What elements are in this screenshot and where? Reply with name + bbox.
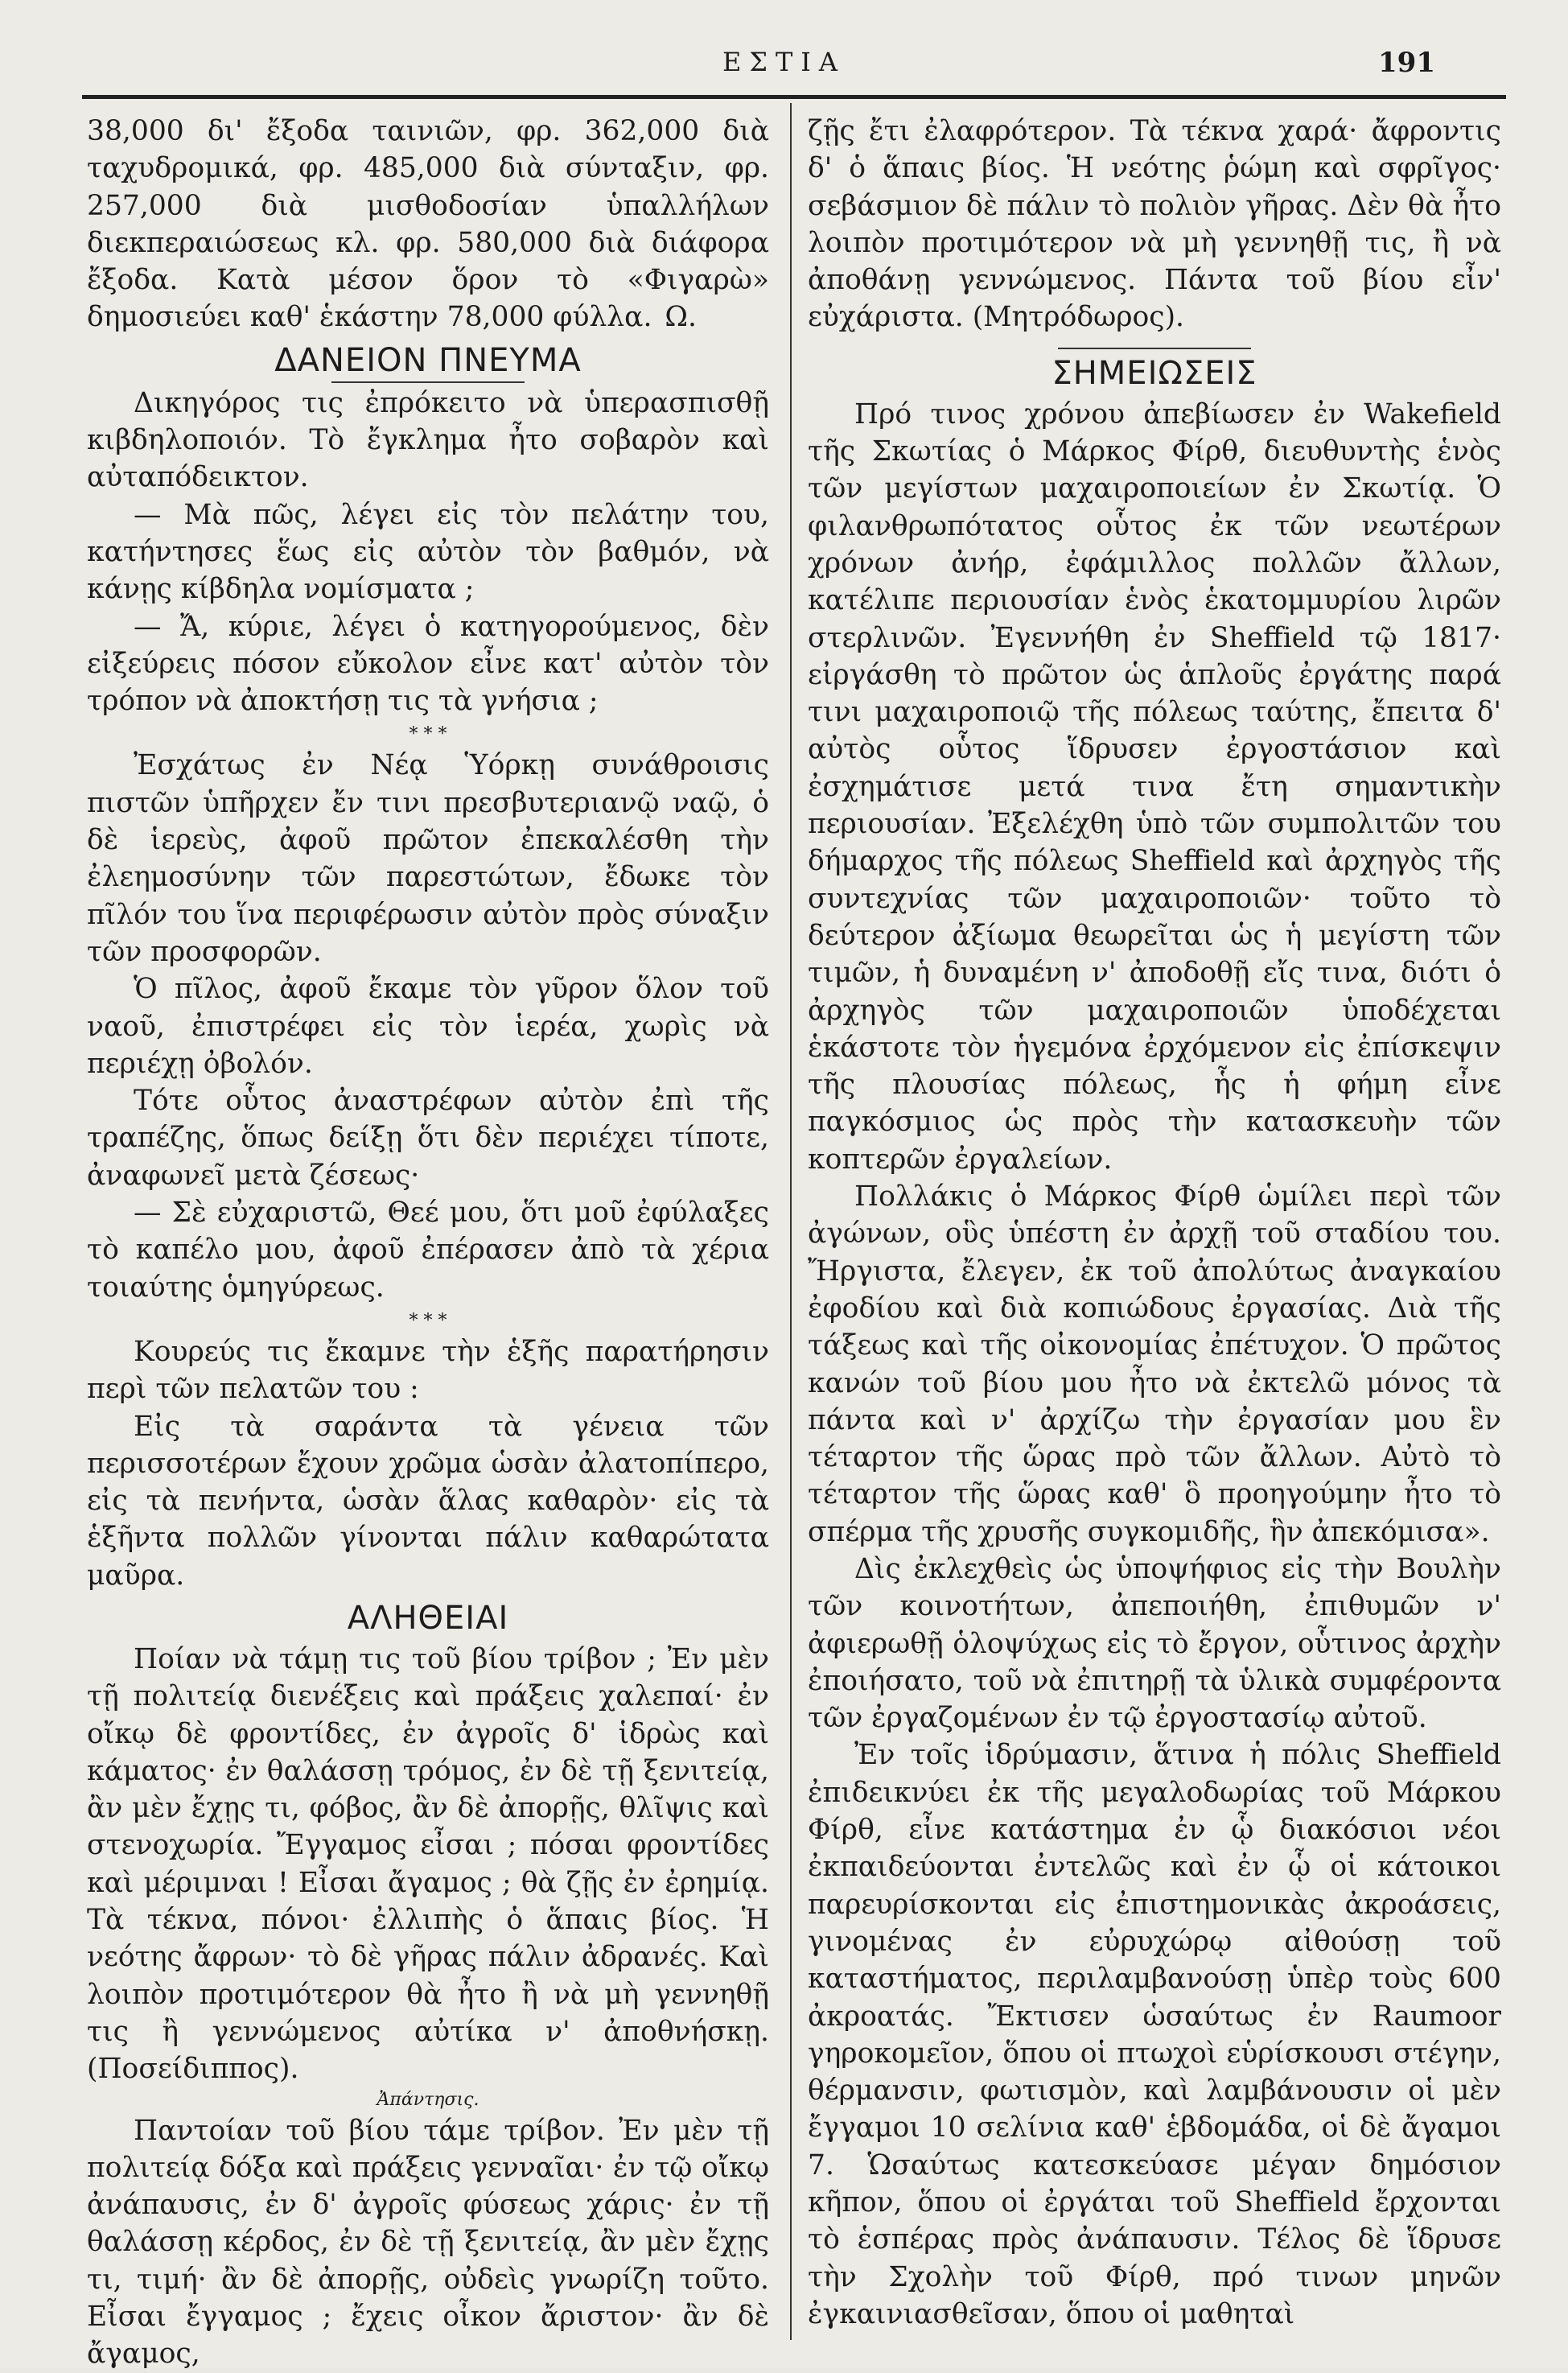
article-continuation-text — [87, 113, 769, 336]
asterisk-separator: * * * — [409, 1310, 447, 1331]
asterisk-separator: * * * — [409, 724, 447, 745]
anecdote-paragraph: Ὁ πῖλος, ἀφοῦ ἔκαμε τὸν γῦρον ὅλον τοῦ ναοῦ, ἐπιστρέφει εἰς τὸν ἱερέα, χωρὶς νὰ περιέχῃ ὀβολόν. — [87, 973, 769, 1080]
anecdote-paragraph: Εἰς τὰ σαράντα τὰ γένεια τῶν περισσοτέρων ἔχουν χρῶμα ὡσὰν ἀλατοπίπερο, εἰς τὰ πενήντα, ὡσὰν ἅλας καθαρὸν· εἰς τὰ ἑξῆντα πολλῶν γίνονται πάλιν καθαρώτατα μαῦρα. — [87, 1410, 769, 1592]
answer-label: Ἀπάντησις. — [377, 2089, 479, 2110]
quote-continuation: ζῇς ἔτι ἐλαφρότερον. Τὰ τέκνα χαρά· ἄφροντις δ' ὁ ἅπαις βίος. Ἡ νεότης ῥώμη καὶ σφρῖγος· σεβάσμιον δὲ πάλιν τὸ πολιὸν γῆρας. Δὲν θὰ ἦτο λοιπὸν προτιμότερον νὰ μὴ γεννηθῇ τις, ἢ νὰ ἀποθάνῃ γεννώμενος. Πάντα τοῦ βίου εἶν' εὐχάριστα. (Μητρόδωρος). — [808, 115, 1501, 334]
anecdote-paragraph: Ἐσχάτως ἐν Νέᾳ Ὑόρκῃ συνάθροισις πιστῶν ὑπῆρχεν ἔν τινι πρεσβυτεριανῷ ναῷ, ὁ δὲ ἱερεὺς, ἀφοῦ πρῶτον ἐπεκαλέσθη τὴν ἐλεημοσύνην τῶν παρεστώτων, ἔδωκε τὸν πῖλόν του ἵνα περιφέρωσιν αὐτὸν πρὸς σύναξιν τῶν προσφορῶν. — [87, 749, 769, 968]
right-column — [808, 113, 1501, 2333]
dialogue-line: — Ἄ, κύριε, λέγει ὁ κατηγορούμενος, δὲν εἰξεύρεις πόσον εὔκολον εἶνε κατ' αὐτὸν τὸν τρόπον νὰ ἀποκτήσῃ τις τὰ γνήσια ; — [87, 610, 769, 718]
anecdote-paragraph: Κουρεύς τις ἔκαμνε τὴν ἑξῆς παρατήρησιν περὶ τῶν πελατῶν του : — [87, 1335, 769, 1406]
page-number: 191 — [1378, 47, 1435, 79]
anecdote-paragraph: Δικηγόρος τις ἐπρόκειτο νὰ ὑπερασπισθῇ κιβδηλοποιόν. Τὸ ἔγκλημα ἦτο σοβαρὸν καὶ αὐταπόδεικτον. — [87, 386, 769, 494]
column-divider — [790, 103, 792, 2340]
quote-paragraph: Παντοίαν τοῦ βίου τάμε τρίβον. Ἐν μὲν τῇ πολιτείᾳ δόξα καὶ πράξεις γενναῖαι· ἐν τῷ οἴκῳ ἀνάπαυσις, ἐν δ' ἀγροῖς φύσεως χάρις· ἐν τῇ θαλάσσῃ κέρδος, ἐν δὲ τῇ ξενιτείᾳ, ἂν μὲν ἔχῃς τι, τιμή· ἂν δὲ ἀπορῇς, οὐδεὶς γνωρίζη τοῦτο. Εἶσαι ἔγγαμος ; ἔχεις οἶκον ἄριστον· ἂν δὲ ἄγαμος, — [87, 2114, 769, 2371]
quote-paragraph: Ποίαν νὰ τάμῃ τις τοῦ βίου τρίβον ; Ἐν μὲν τῇ πολιτείᾳ διενέξεις καὶ πράξεις χαλεπαί· ἐν οἴκῳ δὲ φροντίδες, ἐν ἀγροῖς δ' ἱδρὼς καὶ κάματος· ἐν θαλάσσῃ τρόμος, ἐν δὲ τῇ ξενιτείᾳ, ἂν μὲν ἔχῃς τι, φόβος, ἂν δὲ ἀπορῇς, θλῖψις καὶ στενοχωρία. Ἔγγαμος εἶσαι ; πόσαι φροντίδες καὶ μέριμναι ! Εἶσαι ἄγαμος ; θὰ ζῇς ἐν ἐρημίᾳ. Τὰ τέκνα, πόνοι· ἐλλιπὴς ὁ ἅπαις βίος. Ἡ νεότης ἄφρων· τὸ δὲ γῆρας πάλιν ἀδρανές. Καὶ λοιπὸν προτιμότερον θὰ ἦτο ἢ νὰ μὴ γεννηθῇ τις ἢ γεννώμενος αὐτίκα ν' ἀποθνήσκῃ. (Ποσείδιππος). — [87, 1642, 769, 2086]
notes-paragraph: Δὶς ἐκλεχθεὶς ὡς ὑποψήφιος εἰς τὴν Βουλὴν τῶν κοινοτήτων, ἀπεποιήθη, ἐπιθυμῶν ν' ἀφιερωθῇ ὁλοψύχως εἰς τὸ ἔργον, οὗτινος ἀρχὴν ἐποιήσατο, τοῦ νὰ ἐπιτηρῇ τὰ ὑλικὰ συμφέροντα τῶν ἐργαζομένων ἐν τῷ ἐργοστασίῳ αὐτοῦ. — [808, 1552, 1501, 1735]
dialogue-line: — Σὲ εὐχαριστῶ, Θεέ μου, ὅτι μοῦ ἐφύλαξες τὸ καπέλο μου, ἀφοῦ ἐπέρασεν ἀπὸ τὰ χέρια τοιαύτης ὁμηγύρεως. — [87, 1197, 769, 1304]
anecdote-paragraph: Τότε οὗτος ἀναστρέφων αὐτὸν ἐπὶ τῆς τραπέζης, ὅπως δείξῃ ὅτι δὲν περιέχει τίποτε, ἀναφωνεῖ μετὰ ζέσεως· — [87, 1085, 769, 1192]
section-heading-daneion-pneuma: ΔΑΝΕΙΟΝ ΠΝΕΥΜΑ — [274, 341, 582, 379]
author-signature: Ω. — [665, 301, 697, 334]
notes-paragraph: Ἐν τοῖς ἱδρύμασιν, ἅτινα ἡ πόλις Sheffield ἐπιδεικνύει ἐκ τῆς μεγαλοδωρίας τοῦ Μάρκου Φίρθ, εἶνε κατάστημα ἐν ᾧ διακόσιοι νέοι ἐκπαιδεύονται ἐντελῶς καὶ ἐν ᾧ οἱ κάτοικοι παρευρίσκονται εἰς ἐπιστημονικὰς ἀκροάσεις, γινομένας ἐν εὐρυχώρῳ αἰθούσῃ τοῦ καταστήματος, περιλαμβανούσῃ ὑπὲρ τοὺς 600 ἀκροατάς. Ἔκτισεν ὡσαύτως ἐν Raumoor γηροκομεῖον, ὅπου οἱ πτωχοὶ εὑρίσκουσι στέγην, θέρμανσιν, φωτισμὸν, καὶ λαμβάνουσιν οἱ μὲν ἔγγαμοι 10 σελίνια καθ' ἑβδομάδα, οἱ δὲ ἄγαμοι 7. Ὡσαύτως κατεσκεύασε μέγαν δημόσιον κῆπον, ὅπου οἱ ἐργάται τοῦ Sheffield ἔρχονται τὸ ἑσπέρας πρὸς ἀνάπαυσιν. Τέλος δὲ ἵδρυσε τὴν Σχολὴν τοῦ Φίρθ, πρό τινων μηνῶν ἐγκαινιασθεῖσαν, ὅπου οἱ μαθηταὶ — [808, 1739, 1501, 2330]
header-rule — [82, 95, 1506, 99]
section-heading-semeioseis: ΣΗΜΕΙΩΣΕΙΣ — [1052, 354, 1257, 392]
newspaper-title: ΕΣΤΙΑ — [722, 47, 846, 77]
notes-paragraph: Πρό τινος χρόνου ἀπεβίωσεν ἐν Wakefield τῆς Σκωτίας ὁ Μάρκος Φίρθ, διευθυντὴς ἑνὸς τῶν μεγίστων μαχαιροποιείων ἐν Σκωτίᾳ. Ὁ φιλανθρωπότατος οὗτος ἐκ τῶν νεωτέρων χρόνων ἀνήρ, ἐφάμιλλος πολλῶν ἄλλων, κατέλιπε περιουσίαν ἑνὸς ἑκατομμυρίου λιρῶν στερλινῶν. Ἐγεννήθη ἐν Sheffield τῷ 1817· εἰργάσθη τὸ πρῶτον ὡς ἁπλοῦς ἐργάτης παρά τινι μαχαιροποιῷ τῆς πόλεως ταύτης, ἔπειτα δ' αὐτὸς οὗτος ἵδρυσεν ἐργοστάσιον καὶ ἐσχημάτισε μετά τινα ἔτη σημαντικὴν περιουσίαν. Ἐξελέχθη ὑπὸ τῶν συμπολιτῶν του δήμαρχος τῆς πόλεως Sheffield καὶ ἀρχηγὸς τῆς συντεχνίας τῶν μαχαιροποιῶν· τοῦτο τὸ δεύτερον ἀξίωμα θεωρεῖται ὡς ἡ μεγίστη τῶν τιμῶν, ἡ δυναμένη ν' ἀποδοθῇ εἴς τινα, διότι ὁ ἀρχηγὸς τῶν μαχαιροποιῶν ὑποδέχεται ἑκάστοτε τὸν ἡγεμόνα ἐρχόμενον εἰς ἐπίσκεψιν τῆς πλουσίας πόλεως, ἧς ἡ φήμη εἶνε παγκόσμιος ὡς πρὸς τὴν κατασκευὴν τῶν κοπτερῶν ἐργαλείων. — [808, 398, 1501, 1176]
continuation-paragraph: 38,000 δι' ἔξοδα ταινιῶν, φρ. 362,000 διὰ ταχυδρομικά, φρ. 485,000 διὰ σύνταξιν, φρ. 257,000 διὰ μισθοδοσίαν ὑπαλλήλων διεκπεραιώσεως κλ. φρ. 580,000 διὰ διάφορα ἔξοδα. Κατὰ μέσον ὅρον τὸ «Φιγαρὼ» δημοσιεύει καθ' ἑκάστην 78,000 φύλλα. — [87, 115, 769, 334]
section-heading-aletheiai: ΑΛΗΘΕΙΑΙ — [347, 1599, 509, 1637]
heading-rule — [331, 381, 525, 383]
left-column — [87, 113, 769, 2373]
notes-paragraph: Πολλάκις ὁ Μάρκος Φίρθ ὡμίλει περὶ τῶν ἀγώνων, οὓς ὑπέστη ἐν ἀρχῇ τοῦ σταδίου του. Ἤργιστα, ἔλεγεν, ἐκ τοῦ ἀπολύτως ἀναγκαίου ἐφοδίου καὶ διὰ κοπιώδους ἐργασίας. Διὰ τῆς τάξεως καὶ τῆς οἰκονομίας ἐπέτυχον. Ὁ πρῶτος κανών τοῦ βίου μου ἦτο νὰ ἐκτελῶ μόνος τὰ πάντα καὶ ν' ἀρχίζω τὴν ἐργασίαν μου ἓν τέταρτον τῆς ὥρας πρὸ τῶν ἄλλων. Αὐτὸ τὸ τέταρτον τῆς ὥρας καθ' ὃ προηγούμην ἦτο τὸ σπέρμα τῆς χρυσῆς συγκομιδῆς, ἣν ἀπεκόμισα». — [808, 1180, 1501, 1548]
heading-rule — [1058, 348, 1251, 349]
dialogue-line: — Μὰ πῶς, λέγει εἰς τὸν πελάτην του, κατήντησες ἕως εἰς αὐτὸν τὸν βαθμόν, νὰ κάνῃς κίβδηλα νομίσματα ; — [87, 498, 769, 606]
